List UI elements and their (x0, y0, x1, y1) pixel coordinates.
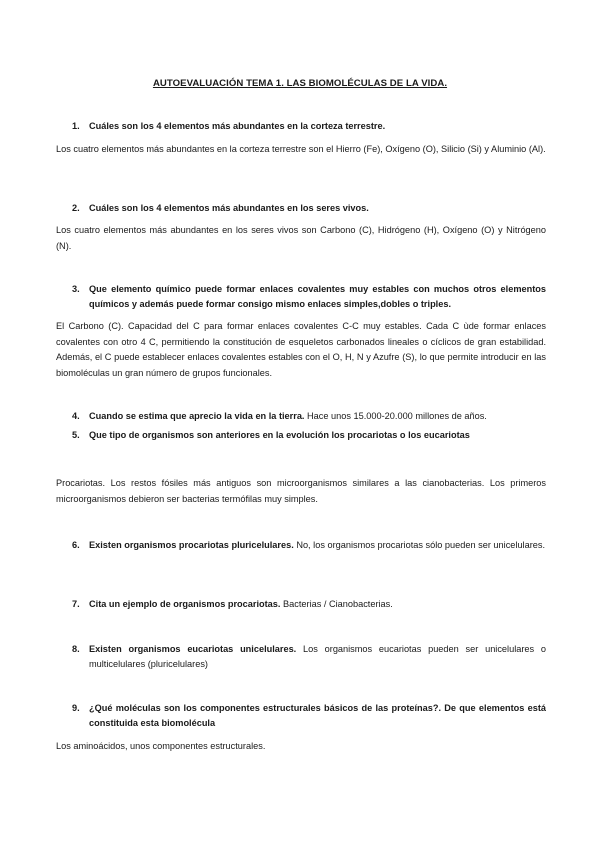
question-8 (72, 642, 546, 672)
answer-6: No, los organismos procariotas sólo pueden ser unicelulares. (296, 540, 546, 550)
question-text: Que elemento químico puede formar enlaces covalentes muy estables con muchos otros elementos químicos y además puede formar consigo mismo enlaces simples,dobles o triples. (89, 284, 546, 309)
question-text: Cuáles son los 4 elementos más abundantes en los seres vivos. (89, 203, 369, 213)
answer-9: Los aminoácidos, unos componentes estructurales. (56, 741, 266, 751)
question-number: 6. (72, 540, 80, 550)
answer-4: Hace unos 15.000-20.000 millones de años. (307, 411, 487, 421)
question-5 (72, 428, 546, 443)
question-text: Existen organismos procariotas pluricelulares. (89, 540, 294, 550)
question-number: 3. (72, 284, 80, 294)
question-6 (72, 538, 546, 553)
answer-3: El Carbono (C). Capacidad del C para formar enlaces covalentes C-C muy estables. Cada C ùde formar enlaces covalentes con otro 4 C, permitiendo la constitución de esqueletos carbonados lineales o cíclicos de gran estabilidad. Además, el C puede establecer enlaces covalentes estables con el O, H, N y Azufre (S), lo que permite introducir en las biomoléculas un gran número de grupos funcionales. (56, 321, 546, 378)
question-text: Cuando se estima que aprecio la vida en la tierra. (89, 411, 305, 421)
question-text: Cita un ejemplo de organismos procariotas. (89, 599, 281, 609)
question-text: Que tipo de organismos son anteriores en la evolución los procariotas o los eucariotas (89, 430, 470, 440)
question-number: 5. (72, 430, 80, 440)
answer-2: Los cuatro elementos más abundantes en los seres vivos son Carbono (C), Hidrógeno (H), Oxígeno (O) y Nitrógeno (N). (56, 225, 546, 251)
answer-7: Bacterias / Cianobacterias. (283, 599, 393, 609)
question-number: 4. (72, 411, 80, 421)
question-4 (72, 409, 546, 424)
question-2 (72, 201, 546, 216)
question-number: 7. (72, 599, 80, 609)
question-text: Cuáles son los 4 elementos más abundantes en la corteza terrestre. (89, 121, 386, 131)
question-text: ¿Qué moléculas son los componentes estructurales básicos de las proteínas?. De que elementos está constituida esta biomolécula (89, 703, 546, 728)
question-1 (72, 119, 546, 134)
question-number: 2. (72, 203, 80, 213)
answer-1: Los cuatro elementos más abundantes en la corteza terrestre son el Hierro (Fe), Oxígeno (O), Silicio (Si) y Aluminio (Al). (56, 144, 546, 154)
question-number: 1. (72, 121, 80, 131)
question-number: 8. (72, 644, 80, 654)
question-text: Existen organismos eucariotas unicelulares. (89, 644, 297, 654)
answer-5: Procariotas. Los restos fósiles más antiguos son microorganismos similares a las cianobacterias. Los primeros microorganismos debieron ser bacterias termófilas muy simples. (56, 478, 546, 504)
question-9 (72, 701, 546, 731)
question-3 (72, 282, 546, 312)
document-title: AUTOEVALUACIÓN TEMA 1. LAS BIOMOLÉCULAS DE LA VIDA. (152, 78, 448, 89)
answer-8: Los organismos eucariotas pueden ser unicelulares o multicelulares (pluricelulares) (89, 644, 547, 669)
question-number: 9. (72, 703, 80, 713)
question-7 (72, 597, 546, 612)
